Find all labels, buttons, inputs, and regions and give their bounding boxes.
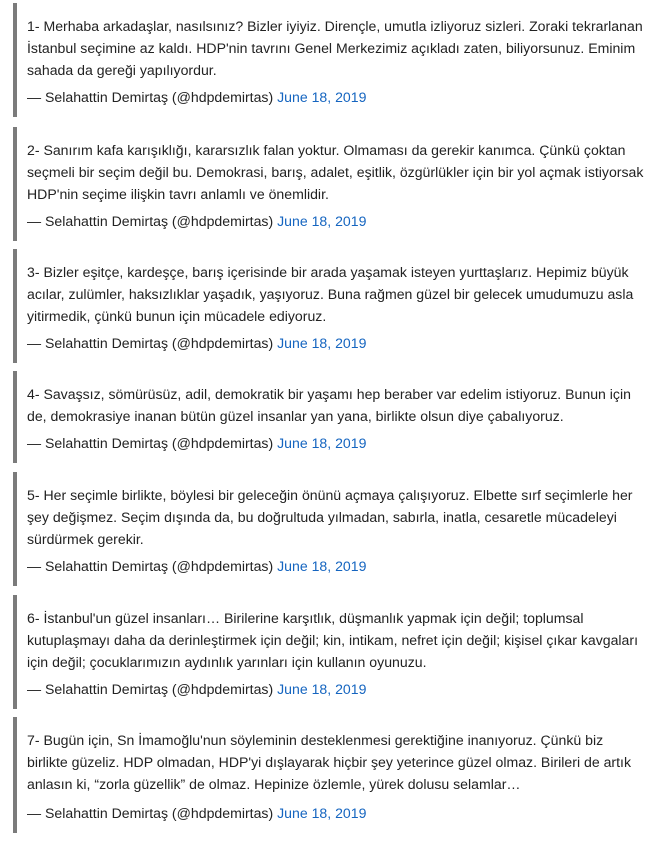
tweet-text: 7- Bugün için, Sn İmamoğlu'nun söyleminin desteklenmesi gerektiğine inanıyoruz. Çünkü biz birlikte güzeliz. HDP olmadan, HDP'yi dışlayarak hiçbir şey yeterince güzel olmaz. Birileri de artık anlasın ki, “zorla güzellik” de olmaz. Hepinize özlemle, yürek dolusu selamlar…: [27, 732, 631, 792]
embedded-tweet-4: [13, 371, 661, 463]
embedded-tweet-1: [13, 3, 661, 117]
tweet-text: 6- İstanbul'un güzel insanları… Birilerine karşıtlık, düşmanlık yapmak için değil; toplumsal kutuplaşmayı daha da derinleştirmek için değil; kin, intikam, nefret için değil; kişisel çıkar kavgaları için değil; çocuklarımızın aydınlık yarınları için kullanın oyunuzu.: [27, 610, 638, 670]
tweet-author: — Selahattin Demirtaş (@hdpdemirtas): [27, 89, 274, 105]
tweet-text: 1- Merhaba arkadaşlar, nasılsınız? Bizler iyiyiz. Dirençle, umutla izliyoruz sizleri. Zoraki tekrarlanan İstanbul seçimine az kaldı. HDP'nin tavrını Genel Merkezimiz açıkladı zaten, biliyorsunuz. Eminim sahada da gereği yapılıyordur.: [27, 18, 643, 78]
tweet-attribution: [27, 803, 366, 823]
tweet-attribution: [27, 87, 366, 107]
tweet-author: — Selahattin Demirtaş (@hdpdemirtas): [27, 335, 274, 351]
tweet-attribution: [27, 333, 366, 353]
tweet-date-link[interactable]: June 18, 2019: [277, 681, 367, 697]
tweet-attribution: [27, 211, 366, 231]
tweet-date-link[interactable]: June 18, 2019: [277, 435, 367, 451]
tweet-author: — Selahattin Demirtaş (@hdpdemirtas): [27, 435, 274, 451]
tweet-author: — Selahattin Demirtaş (@hdpdemirtas): [27, 805, 274, 821]
tweet-date-link[interactable]: June 18, 2019: [277, 89, 367, 105]
tweet-text: 3- Bizler eşitçe, kardeşçe, barış içerisinde bir arada yaşamak isteyen yurttaşlarız. Hepimiz büyük acılar, zulümler, haksızlıklar yaşadık, yaşıyoruz. Buna rağmen güzel bir gelecek umudumuzu asla yitirmedik, çünkü bunun için mücadele ediyoruz.: [27, 264, 634, 324]
tweet-text: 4- Savaşsız, sömürüsüz, adil, demokratik bir yaşamı hep beraber var edelim istiyoruz. Bunun için de, demokrasiye inanan bütün güzel insanlar yan yana, birlikte olsun diye çabalıyoruz.: [27, 386, 631, 424]
tweet-attribution: [27, 433, 366, 453]
tweet-author: — Selahattin Demirtaş (@hdpdemirtas): [27, 558, 274, 574]
tweet-text: 5- Her seçimle birlikte, böylesi bir geleceğin önünü açmaya çalışıyoruz. Elbette sırf seçimlerle her şey değişmez. Seçim dışında da, bu doğrultuda yılmadan, sabırla, inatla, cesaretle mücadeleyi sürdürmek gerekir.: [27, 487, 633, 547]
tweet-date-link[interactable]: June 18, 2019: [277, 213, 367, 229]
tweet-author: — Selahattin Demirtaş (@hdpdemirtas): [27, 213, 274, 229]
embedded-tweet-3: [13, 249, 661, 363]
embedded-tweet-6: [13, 595, 661, 709]
tweet-date-link[interactable]: June 18, 2019: [277, 335, 367, 351]
tweet-attribution: [27, 556, 366, 576]
tweet-text: 2- Sanırım kafa karışıklığı, kararsızlık falan yoktur. Olmaması da gerekir kanımca. Çünkü çoktan seçmeli bir seçim değil bu. Demokrasi, barış, adalet, eşitlik, özgürlükler için bir yol açmak istiyorsak HDP'nin seçime ilişkin tavrı anlamlı ve önemlidir.: [27, 142, 644, 202]
embedded-tweet-5: [13, 472, 661, 586]
tweet-author: — Selahattin Demirtaş (@hdpdemirtas): [27, 681, 274, 697]
tweet-attribution: [27, 679, 366, 699]
embedded-tweet-7: [13, 717, 661, 833]
tweet-date-link[interactable]: June 18, 2019: [277, 558, 367, 574]
tweet-date-link[interactable]: June 18, 2019: [277, 805, 367, 821]
embedded-tweet-2: [13, 127, 661, 241]
